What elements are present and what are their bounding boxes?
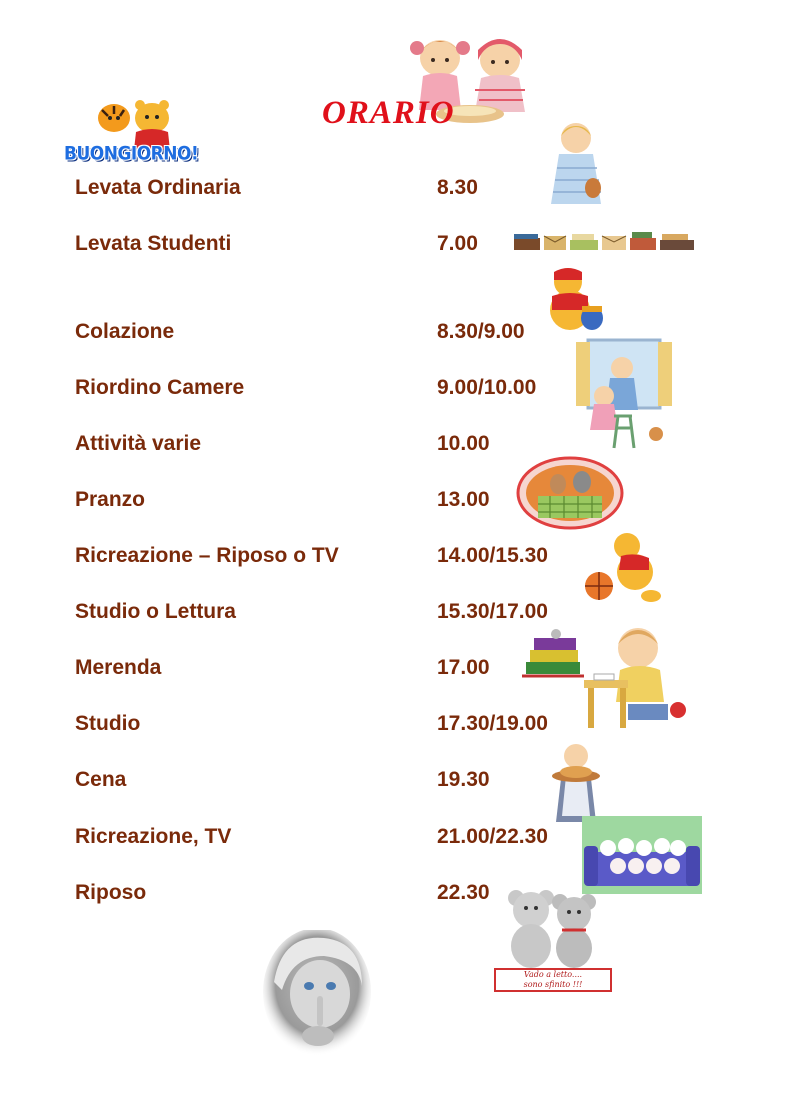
lady-tramp-illustration bbox=[516, 456, 624, 530]
activity-label: Levata Studenti bbox=[75, 232, 232, 255]
grandma-cooking-illustration bbox=[546, 736, 608, 826]
activity-time: 21.00/22.30 bbox=[437, 825, 548, 848]
activity-label: Studio bbox=[75, 712, 141, 735]
activity-label: Attività varie bbox=[75, 432, 202, 455]
sofa-animals-illustration bbox=[582, 816, 702, 894]
activity-label: Merenda bbox=[75, 656, 162, 679]
sign-line: Vado a letto.... bbox=[523, 970, 583, 979]
child-studying-illustration bbox=[580, 622, 692, 734]
activity-time: 22.30 bbox=[437, 881, 490, 904]
activity-time: 7.00 bbox=[437, 232, 478, 255]
activity-label: Ricreazione – Riposo o TV bbox=[75, 544, 339, 567]
page-title: ORARIO bbox=[322, 95, 455, 131]
activity-time: 13.00 bbox=[437, 488, 490, 511]
activity-label: Riordino Camere bbox=[75, 376, 245, 399]
activity-label: Riposo bbox=[75, 881, 147, 904]
books-row-illustration bbox=[512, 228, 697, 254]
teddy-bears-illustration bbox=[502, 886, 602, 970]
activity-time: 17.00 bbox=[437, 656, 490, 679]
activity-label: Cena bbox=[75, 768, 127, 791]
kids-window-illustration bbox=[574, 338, 672, 450]
activity-time: 8.30/9.00 bbox=[437, 320, 525, 343]
activity-label: Pranzo bbox=[75, 488, 146, 511]
activity-label: Studio o Lettura bbox=[75, 600, 236, 623]
activity-time: 17.30/19.00 bbox=[437, 712, 548, 735]
sleep-sign bbox=[494, 968, 612, 992]
buongiorno-logo: BUONGIORNO! bbox=[64, 143, 199, 165]
books-stack-illustration bbox=[520, 628, 586, 680]
activity-time: 8.30 bbox=[437, 176, 478, 199]
activity-label: Colazione bbox=[75, 320, 175, 343]
activity-label: Ricreazione, TV bbox=[75, 825, 232, 848]
winnie-basketball-illustration bbox=[583, 530, 665, 606]
activity-time: 15.30/17.00 bbox=[437, 600, 548, 623]
child-hushing-photo bbox=[262, 930, 372, 1060]
activity-time: 14.00/15.30 bbox=[437, 544, 548, 567]
activity-time: 9.00/10.00 bbox=[437, 376, 537, 399]
sign-line: sono sfinito !!! bbox=[523, 980, 583, 989]
activity-time: 10.00 bbox=[437, 432, 490, 455]
activity-time: 19.30 bbox=[437, 768, 490, 791]
girl-waking-illustration bbox=[545, 118, 607, 210]
winnie-honey-illustration bbox=[542, 266, 610, 336]
activity-label: Levata Ordinaria bbox=[75, 176, 241, 199]
